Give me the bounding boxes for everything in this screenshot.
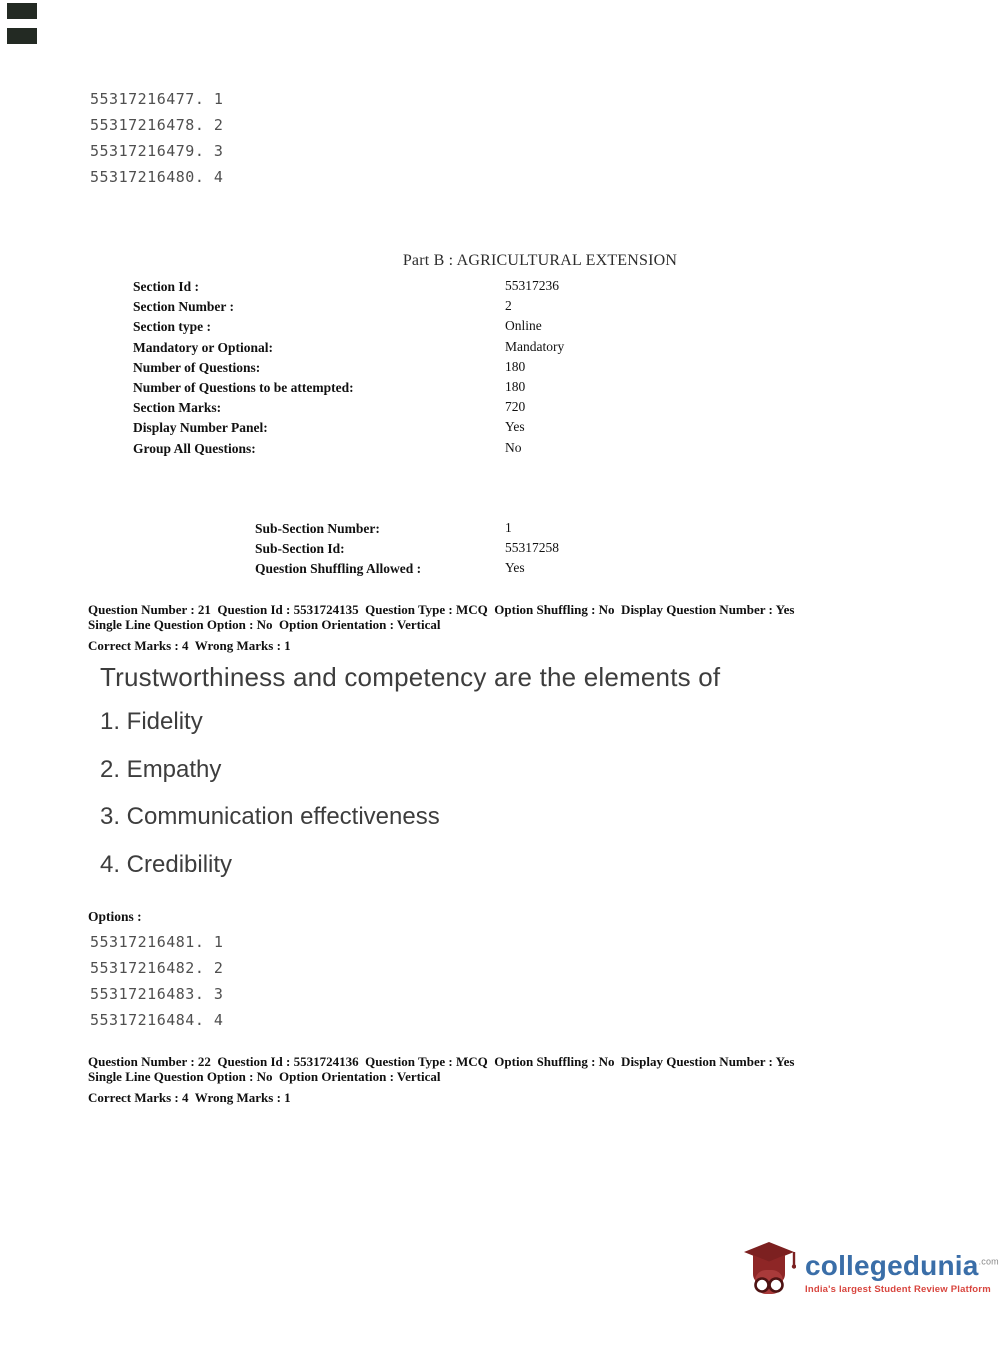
logo-tagline: India's largest Student Review Platform xyxy=(805,1284,991,1295)
section-field-value: No xyxy=(505,439,522,455)
choice-item: 1. Fidelity xyxy=(100,708,203,735)
logo-brand-text: collegedunia xyxy=(805,1250,979,1281)
part-header: Part B : AGRICULTURAL EXTENSION xyxy=(402,252,678,269)
options-label: Options : xyxy=(88,909,142,924)
collegedunia-mascot-icon xyxy=(742,1240,796,1307)
section-row xyxy=(133,399,526,419)
section-row xyxy=(133,439,522,460)
redaction-bar xyxy=(7,3,37,19)
subsection-field-value: 1 xyxy=(505,520,512,535)
redaction-marks xyxy=(7,3,37,44)
section-field-label: Section type : xyxy=(133,319,211,335)
subsection-field-label: Sub-Section Number: xyxy=(255,521,380,536)
question-meta-line: Question Number : 22 Question Id : 5531724136 Question Type : MCQ Option Shuffling : No Display Question Number : Yes xyxy=(88,1054,795,1069)
question-meta-line: Single Line Question Option : No Option Orientation : Vertical xyxy=(88,616,441,632)
logo-wordmark xyxy=(805,1250,999,1281)
section-row xyxy=(133,338,565,359)
section-field-label: Number of Questions to be attempted: xyxy=(133,379,354,395)
redaction-bar xyxy=(7,28,37,44)
section-field-value: Mandatory xyxy=(505,338,565,354)
option-id: 55317216481. 1 xyxy=(90,933,224,951)
section-field-label: Section Marks: xyxy=(133,400,222,416)
subsection-field-label: Sub-Section Id: xyxy=(255,541,345,557)
section-field-label: Mandatory or Optional: xyxy=(133,339,274,355)
subsection-row xyxy=(255,520,512,540)
logo-domain-suffix: .com xyxy=(978,1256,999,1267)
option-id: 55317216483. 3 xyxy=(90,985,224,1003)
question-21-text: Trustworthiness and competency are the elements of xyxy=(100,662,721,692)
choice-item: 4. Credibility xyxy=(100,850,233,878)
option-id: 55317216484. 4 xyxy=(90,1011,224,1029)
section-field-value: 720 xyxy=(505,399,526,415)
section-row xyxy=(133,358,526,379)
subsection-field-label: Question Shuffling Allowed : xyxy=(255,561,422,577)
option-id: 55317216480. 4 xyxy=(90,168,224,186)
section-row xyxy=(133,419,525,439)
option-id: 55317216479. 3 xyxy=(90,142,224,160)
section-field-label: Section Id : xyxy=(133,279,200,294)
section-field-value: 180 xyxy=(505,358,526,374)
subsection-row xyxy=(255,540,559,560)
section-field-label: Display Number Panel: xyxy=(133,420,268,436)
section-field-value: Yes xyxy=(505,419,525,435)
question-meta-line: Single Line Question Option : No Option Orientation : Vertical xyxy=(88,1068,441,1084)
logo-text-block xyxy=(805,1252,999,1295)
question-meta-line: Question Number : 21 Question Id : 5531724135 Question Type : MCQ Option Shuffling : No Display Question Number : Yes xyxy=(88,602,795,617)
section-field-value: 2 xyxy=(505,298,512,314)
section-row xyxy=(133,318,542,338)
previous-option-id-list xyxy=(90,86,223,190)
section-row xyxy=(133,298,512,318)
choice-item: 3. Communication effectiveness xyxy=(100,803,440,830)
question-marks-line: Correct Marks : 4 Wrong Marks : 1 xyxy=(88,638,291,653)
option-id: 55317216477. 1 xyxy=(90,90,224,108)
section-field-value: 180 xyxy=(505,378,526,394)
section-field-value: Online xyxy=(505,318,542,334)
question-21-meta xyxy=(88,603,898,654)
section-row xyxy=(133,278,559,298)
subsection-field-value: 55317258 xyxy=(505,540,559,556)
section-field-label: Section Number : xyxy=(133,299,234,315)
subsection-field-value: Yes xyxy=(505,560,525,576)
question-22-meta xyxy=(88,1055,898,1106)
choice-item: 2. Empathy xyxy=(100,755,222,783)
subsection-row xyxy=(255,560,525,580)
collegedunia-logo xyxy=(742,1240,999,1307)
section-field-value: 55317236 xyxy=(505,278,559,293)
subsection-details xyxy=(255,520,559,581)
option-id: 55317216482. 2 xyxy=(90,959,224,977)
question-21-choices xyxy=(100,708,440,898)
question-marks-line: Correct Marks : 4 Wrong Marks : 1 xyxy=(88,1090,291,1105)
section-field-label: Group All Questions: xyxy=(133,440,256,456)
question-21-option-id-list xyxy=(90,929,223,1033)
section-field-label: Number of Questions: xyxy=(133,359,261,375)
option-id: 55317216478. 2 xyxy=(90,116,224,134)
section-row xyxy=(133,378,526,399)
section-details xyxy=(133,278,565,460)
